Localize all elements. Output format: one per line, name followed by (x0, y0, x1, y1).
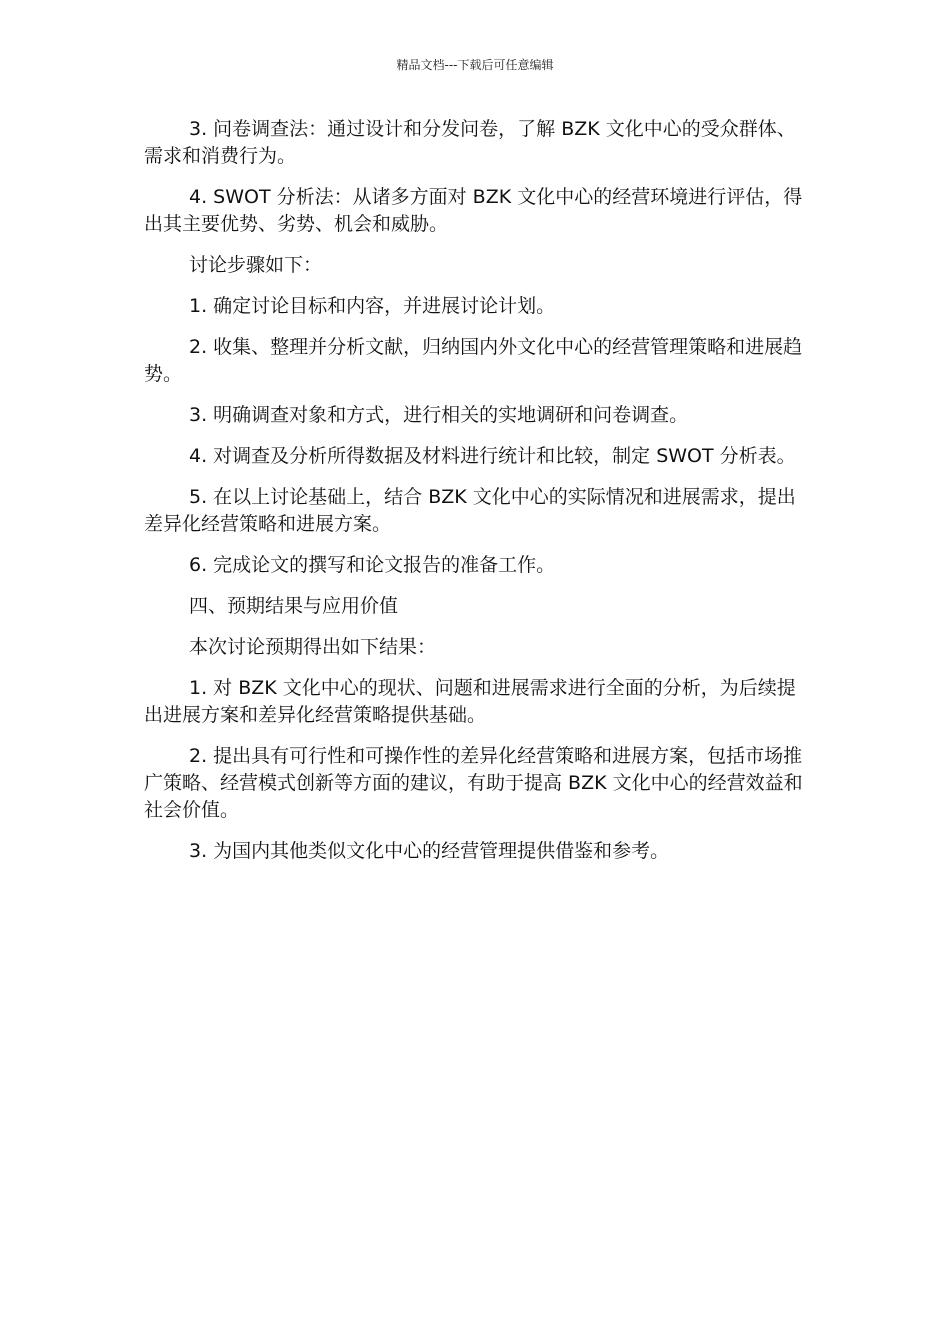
section-heading-expected-results: 四、预期结果与应用价值 (189, 595, 399, 617)
page-header: 精品文档---下载后可任意编辑 (396, 58, 554, 72)
paragraph-step-5: 5. 在以上讨论基础上，结合 BZK 文化中心的实际情况和进展需求，提出差异化经营策略和进展方案。 (144, 486, 796, 535)
paragraph-swot-method: 4. SWOT 分析法：从诸多方面对 BZK 文化中心的经营环境进行评估，得出其主要优势、劣势、机会和威胁。 (144, 186, 803, 235)
document-body (144, 116, 808, 879)
paragraph-step-2: 2. 收集、整理并分析文献，归纳国内外文化中心的经营管理策略和进展趋势。 (144, 336, 803, 385)
paragraph-result-1: 1. 对 BZK 文化中心的现状、问题和进展需求进行全面的分析，为后续提出进展方案和差异化经营策略提供基础。 (144, 677, 796, 726)
paragraph-step-4: 4. 对调查及分析所得数据及材料进行统计和比较，制定 SWOT 分析表。 (189, 445, 796, 467)
paragraph-result-2: 2. 提出具有可行性和可操作性的差异化经营策略和进展方案，包括市场推广策略、经营模式创新等方面的建议，有助于提高 BZK 文化中心的经营效益和社会价值。 (144, 745, 803, 821)
paragraph-step-1: 1. 确定讨论目标和内容，并进展讨论计划。 (189, 295, 556, 317)
paragraph-results-intro: 本次讨论预期得出如下结果： (189, 636, 437, 658)
paragraph-survey-method: 3. 问卷调查法：通过设计和分发问卷，了解 BZK 文化中心的受众群体、需求和消费行为。 (144, 118, 796, 167)
paragraph-result-3: 3. 为国内其他类似文化中心的经营管理提供借鉴和参考。 (189, 840, 670, 862)
paragraph-steps-intro: 讨论步骤如下： (189, 254, 323, 276)
paragraph-step-6: 6. 完成论文的撰写和论文报告的准备工作。 (189, 554, 556, 576)
paragraph-step-3: 3. 明确调查对象和方式，进行相关的实地调研和问卷调查。 (189, 404, 689, 426)
